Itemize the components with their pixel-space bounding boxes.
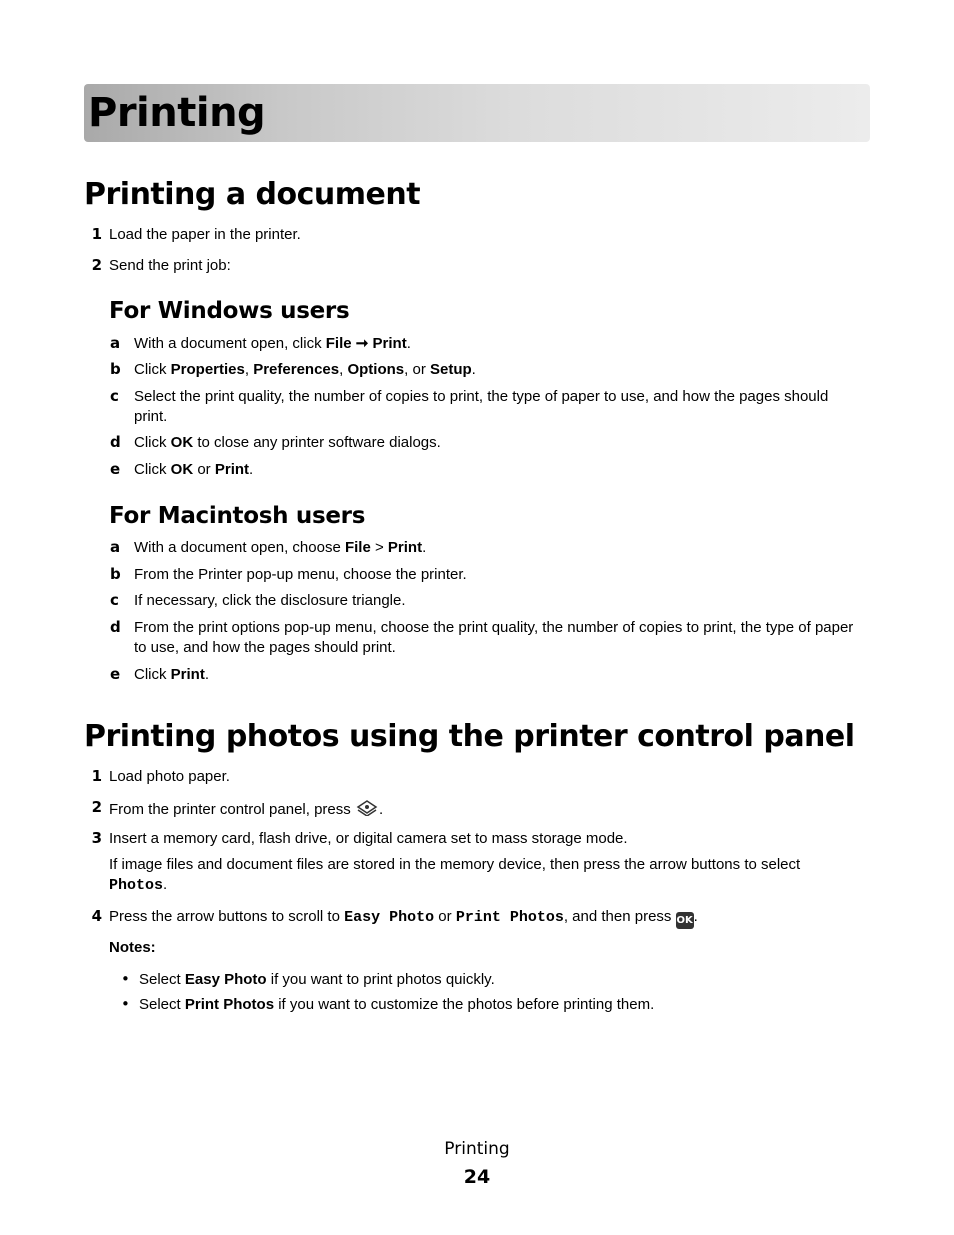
substep-text: Click Properties, Preferences, Options, or Setup. <box>134 361 476 378</box>
substep-letter: e <box>110 665 121 683</box>
bullet-icon: • <box>121 995 130 1013</box>
substep-text: Select the print quality, the number of copies to print, the type of paper to use, and how the pages should print. <box>134 388 829 425</box>
subsection-title-macintosh: For Macintosh users <box>109 503 366 529</box>
section-title-printing-photos: Printing photos using the printer control panel <box>84 719 855 754</box>
step-text: Load photo paper. <box>109 768 230 785</box>
page-number: 24 <box>463 1166 491 1188</box>
step-note: If image files and document files are stored in the memory device, then press the arrow buttons to select Photos. <box>109 856 801 894</box>
notes-label: Notes: <box>109 939 156 956</box>
step-text: Insert a memory card, flash drive, or digital camera set to mass storage mode. <box>109 830 628 847</box>
step-number: 4 <box>91 907 102 925</box>
step-number: 2 <box>91 256 102 274</box>
substep-text: With a document open, choose File > Print. <box>134 539 427 556</box>
photo-card-icon <box>355 798 379 816</box>
substep-letter: e <box>110 460 121 478</box>
substep-letter: b <box>110 360 121 378</box>
note-item: Select Easy Photo if you want to print photos quickly. <box>139 971 495 988</box>
subsection-title-windows: For Windows users <box>109 298 350 324</box>
substep-letter: c <box>110 387 119 405</box>
substep-letter: d <box>110 433 121 451</box>
substep-text: Click Print. <box>134 666 210 683</box>
substep-letter: a <box>110 334 121 352</box>
substep-text: From the Printer pop-up menu, choose the printer. <box>134 566 467 583</box>
ok-button-icon: OK <box>676 912 694 929</box>
substep-letter: d <box>110 618 121 636</box>
step-text: Load the paper in the printer. <box>109 226 301 243</box>
step-text: From the printer control panel, press . <box>109 798 383 820</box>
step-number: 3 <box>91 829 102 847</box>
chapter-title: Printing <box>88 90 266 136</box>
step-number: 1 <box>91 225 102 243</box>
footer-chapter-label: Printing <box>444 1139 510 1159</box>
substep-text: Click OK to close any printer software dialogs. <box>134 434 441 451</box>
step-text: Press the arrow buttons to scroll to Easy Photo or Print Photos, and then press OK. <box>109 907 698 929</box>
step-number: 2 <box>91 798 102 816</box>
substep-text: If necessary, click the disclosure triangle. <box>134 592 406 609</box>
section-title-printing-document: Printing a document <box>84 177 421 212</box>
bullet-icon: • <box>121 970 130 988</box>
substep-text: From the print options pop-up menu, choose the print quality, the number of copies to print, the type of paper to use, and how the pages should print. <box>134 619 854 656</box>
note-item: Select Print Photos if you want to customize the photos before printing them. <box>139 996 655 1013</box>
step-text: Send the print job: <box>109 257 231 274</box>
substep-text: With a document open, click File ➞ Print. <box>134 335 411 352</box>
substep-letter: a <box>110 538 121 556</box>
step-number: 1 <box>91 767 102 785</box>
substep-text: Click OK or Print. <box>134 461 254 478</box>
substep-letter: c <box>110 591 119 609</box>
substep-letter: b <box>110 565 121 583</box>
